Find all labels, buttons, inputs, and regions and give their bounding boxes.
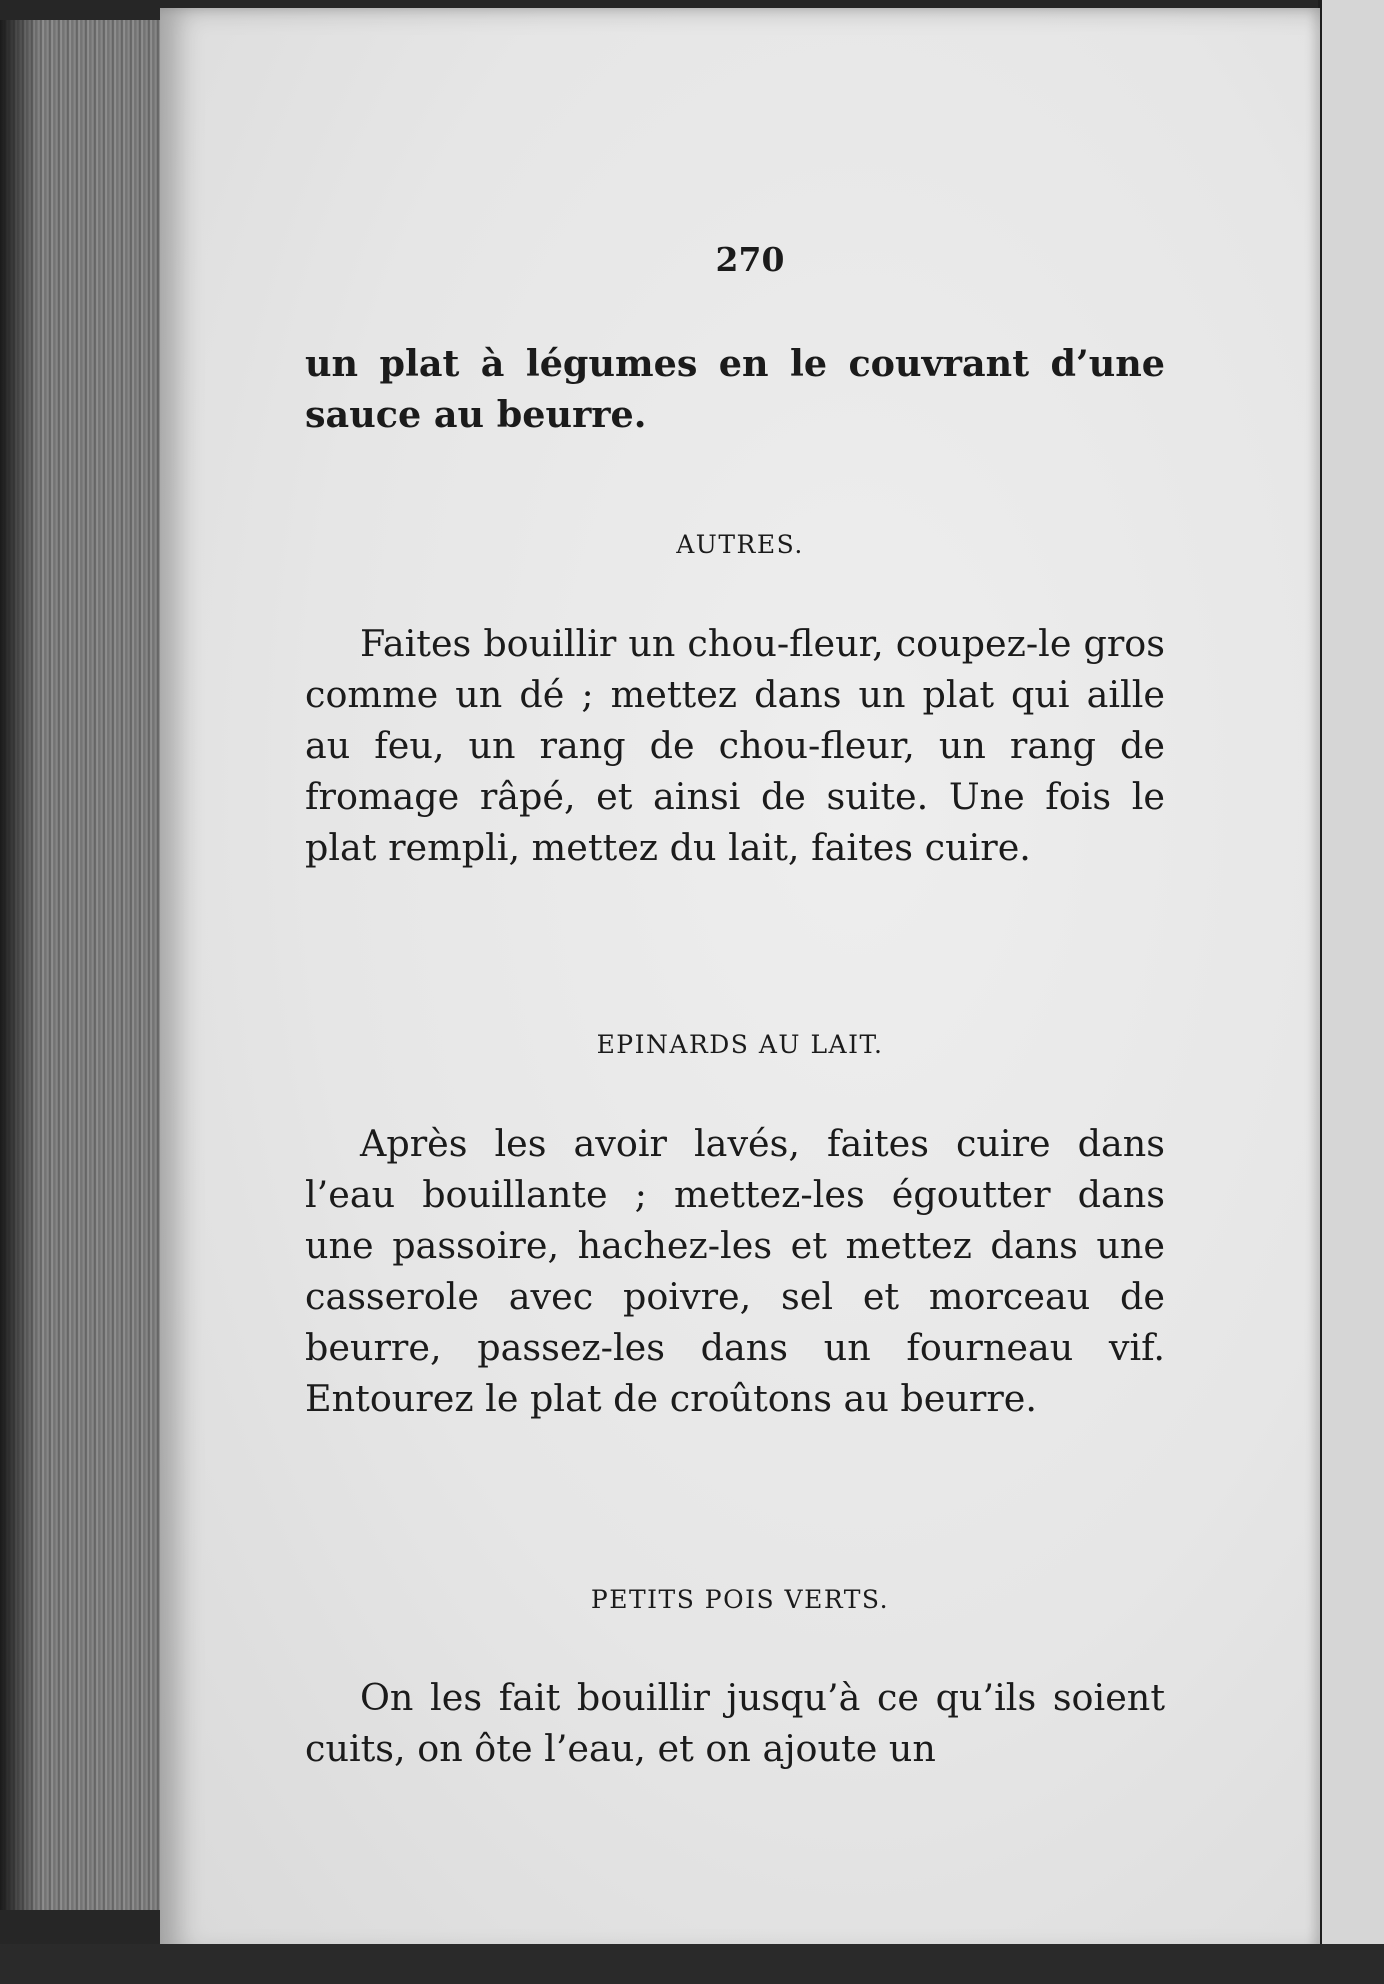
section-body-epinards: Après les avoir lavés, faites cuire dans l’eau bouillante ; mettez-les égoutter dans une passoire, hachez-les et mettez dans une casserole avec poivre, sel et morceau de beurre, passez-les dans un fourneau vif. Entourez le plat de croûtons au beurre. <box>305 1122 1165 1420</box>
intro-paragraph: un plat à légumes en le couvrant d’une sauce au beurre. <box>305 342 1165 436</box>
section-heading-petits-pois: PETITS POIS VERTS. <box>590 1585 890 1614</box>
section-heading-epinards: EPINARDS AU LAIT. <box>596 1030 884 1059</box>
section-body-petits-pois: On les fait bouillir jusqu’à ce qu’ils soient cuits, on ôte l’eau, et on ajoute un <box>305 1676 1165 1770</box>
section-heading-autres: AUTRES. <box>676 530 804 559</box>
book-page <box>160 8 1320 1956</box>
section-body-autres: Faites bouillir un chou-fleur, coupez-le gros comme un dé ; mettez dans un plat qui aille au feu, un rang de chou-fleur, un rang de fromage râpé, et ainsi de suite. Une fois le plat rempli, mettez du lait, faites cuire. <box>305 622 1165 869</box>
page-stack-shadow <box>0 20 40 1910</box>
page-number: 270 <box>715 240 785 279</box>
facing-page-edge <box>1318 0 1384 1984</box>
bottom-shadow <box>0 1944 1384 1984</box>
